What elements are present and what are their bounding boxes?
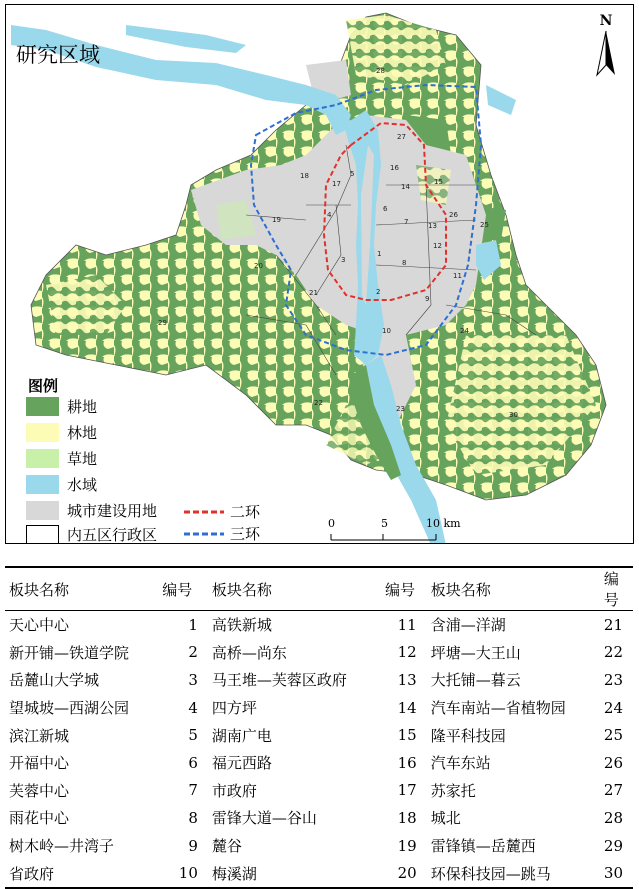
legend-item-cropland bbox=[26, 395, 97, 417]
district-number-cell: 3 bbox=[188, 670, 198, 689]
district-name-cell: 高桥—尚东 bbox=[211, 643, 287, 662]
district-name-cell: 汽车南站—省植物园 bbox=[430, 699, 566, 718]
legend-label: 内五区行政区 bbox=[67, 525, 158, 544]
legend-item-district bbox=[26, 523, 157, 544]
district-name-cell: 雷锋镇—岳麓西 bbox=[430, 837, 536, 856]
table-header: 板块名称 bbox=[427, 567, 600, 611]
district-number-cell: 16 bbox=[397, 753, 417, 772]
legend-swatch bbox=[26, 475, 59, 494]
district-number-cell: 14 bbox=[397, 698, 417, 717]
scale-tick-label: 10 km bbox=[426, 517, 461, 530]
legend-swatch bbox=[26, 397, 59, 416]
district-label: 30 bbox=[509, 411, 518, 419]
table-header: 编号 bbox=[158, 567, 208, 611]
scale-tick-label: 0 bbox=[328, 517, 335, 530]
district-name-cell: 马王堆—芙蓉区政府 bbox=[211, 671, 347, 690]
legend-label: 林地 bbox=[67, 423, 98, 442]
legend-label: 水域 bbox=[67, 475, 98, 494]
table-row bbox=[5, 777, 633, 805]
legend-item-water bbox=[26, 473, 97, 495]
district-number-cell: 26 bbox=[603, 753, 623, 772]
district-number-cell: 20 bbox=[397, 864, 417, 883]
district-name-cell: 麓谷 bbox=[211, 837, 242, 856]
district-number-cell: 4 bbox=[188, 698, 198, 717]
table-header: 编号 bbox=[381, 567, 427, 611]
legend-second-ring bbox=[184, 501, 260, 522]
scale-bar-line bbox=[326, 530, 466, 544]
district-label: 21 bbox=[309, 289, 318, 297]
district-name-cell: 滨江新城 bbox=[9, 726, 70, 745]
district-number-cell: 29 bbox=[603, 836, 623, 855]
district-number-cell: 6 bbox=[188, 753, 198, 772]
district-label: 10 bbox=[382, 327, 391, 335]
north-arrow-icon bbox=[591, 29, 621, 79]
table-row bbox=[5, 666, 633, 694]
district-label: 25 bbox=[480, 221, 489, 229]
legend-label: 草地 bbox=[67, 449, 98, 468]
district-label: 3 bbox=[341, 256, 346, 264]
legend-swatch bbox=[26, 449, 59, 468]
district-number-cell: 28 bbox=[603, 808, 623, 827]
map-canvas bbox=[6, 5, 634, 544]
district-label: 16 bbox=[390, 164, 399, 172]
district-number-cell: 15 bbox=[397, 726, 417, 745]
district-number-cell: 13 bbox=[397, 670, 417, 689]
table-row bbox=[5, 749, 633, 777]
district-name-cell: 坪塘—大王山 bbox=[430, 643, 521, 662]
district-label: 5 bbox=[350, 170, 355, 178]
district-label: 6 bbox=[383, 205, 388, 213]
legend-third-ring bbox=[184, 523, 260, 544]
district-number-cell: 2 bbox=[188, 643, 198, 662]
district-number-cell: 22 bbox=[603, 643, 623, 662]
district-name-cell: 望城坡—西湖公园 bbox=[9, 699, 130, 718]
legend-label: 二环 bbox=[230, 503, 261, 521]
district-label: 26 bbox=[449, 211, 458, 219]
district-name-cell: 高铁新城 bbox=[211, 616, 272, 635]
scale-tick-label: 5 bbox=[381, 517, 388, 530]
district-label: 13 bbox=[428, 222, 437, 230]
district-label: 2 bbox=[376, 288, 381, 296]
district-label: 22 bbox=[314, 399, 323, 407]
scale-bar bbox=[326, 517, 466, 544]
district-number-cell: 5 bbox=[188, 726, 198, 745]
district-name-cell: 开福中心 bbox=[9, 754, 70, 773]
legend-swatch bbox=[26, 525, 59, 544]
legend-label: 三环 bbox=[230, 525, 261, 543]
district-label: 15 bbox=[434, 178, 443, 186]
district-label: 27 bbox=[397, 133, 406, 141]
district-name-cell: 梅溪湖 bbox=[211, 864, 257, 883]
legend-label: 城市建设用地 bbox=[67, 501, 158, 520]
district-number-cell: 21 bbox=[603, 615, 623, 634]
district-number-cell: 9 bbox=[188, 836, 198, 855]
district-number-cell: 17 bbox=[397, 781, 417, 800]
district-number-cell: 25 bbox=[603, 726, 623, 745]
table-row bbox=[5, 721, 633, 749]
table-header: 板块名称 bbox=[5, 567, 158, 611]
district-label: 24 bbox=[460, 327, 469, 335]
district-name-cell: 省政府 bbox=[9, 864, 55, 883]
district-number-cell: 10 bbox=[178, 864, 198, 883]
district-name-cell: 福元西路 bbox=[211, 754, 272, 773]
district-name-cell: 隆平科技园 bbox=[430, 726, 506, 745]
district-label: 8 bbox=[402, 259, 407, 267]
district-name-cell: 苏家托 bbox=[430, 781, 476, 800]
district-label: 29 bbox=[158, 319, 167, 327]
district-label: 9 bbox=[425, 295, 430, 303]
district-number-cell: 1 bbox=[188, 615, 198, 634]
north-label: N bbox=[599, 13, 613, 29]
district-name-cell: 雨花中心 bbox=[9, 809, 70, 828]
north-arrow bbox=[591, 13, 621, 83]
district-label: 19 bbox=[272, 216, 281, 224]
district-name-cell: 树木岭—井湾子 bbox=[9, 837, 115, 856]
district-number-cell: 30 bbox=[603, 864, 623, 883]
district-number-cell: 27 bbox=[603, 781, 623, 800]
district-label: 1 bbox=[377, 250, 382, 258]
district-number-cell: 11 bbox=[397, 615, 417, 634]
table-row bbox=[5, 694, 633, 722]
district-number-cell: 24 bbox=[603, 698, 623, 717]
district-name-cell: 大托铺—暮云 bbox=[430, 671, 521, 690]
legend-title: 图例 bbox=[28, 377, 59, 395]
district-name-cell: 城北 bbox=[430, 809, 461, 828]
table-row bbox=[5, 832, 633, 860]
table-header: 编号 bbox=[600, 567, 633, 611]
district-label: 12 bbox=[433, 242, 442, 250]
district-number-cell: 19 bbox=[397, 836, 417, 855]
table-row bbox=[5, 859, 633, 888]
table-header: 板块名称 bbox=[208, 567, 381, 611]
district-number-cell: 7 bbox=[188, 781, 198, 800]
district-label: 23 bbox=[396, 405, 405, 413]
district-name-cell: 环保科技园—跳马 bbox=[430, 864, 551, 883]
district-label: 17 bbox=[332, 180, 341, 188]
table-header-row bbox=[5, 567, 633, 611]
dashed-line-icon bbox=[184, 531, 224, 537]
district-label: 18 bbox=[300, 172, 309, 180]
district-label: 20 bbox=[254, 262, 263, 270]
legend-swatch bbox=[26, 423, 59, 442]
district-name-cell: 汽车东站 bbox=[430, 754, 491, 773]
district-name-cell: 市政府 bbox=[211, 781, 257, 800]
district-number-cell: 8 bbox=[188, 808, 198, 827]
table-row bbox=[5, 639, 633, 667]
district-name-cell: 湖南广电 bbox=[211, 726, 272, 745]
district-label: 7 bbox=[404, 218, 409, 226]
legend-item-grassland bbox=[26, 447, 97, 469]
legend-label: 耕地 bbox=[67, 397, 98, 416]
district-table bbox=[5, 566, 633, 889]
district-number-cell: 18 bbox=[397, 808, 417, 827]
district-label: 28 bbox=[376, 67, 385, 75]
legend-item-urban bbox=[26, 499, 157, 521]
district-name-cell: 四方坪 bbox=[211, 699, 257, 718]
map-title: 研究区域 bbox=[16, 43, 100, 67]
table-row bbox=[5, 611, 633, 639]
district-number-cell: 12 bbox=[397, 643, 417, 662]
district-label: 4 bbox=[327, 211, 332, 219]
district-name-cell: 新开铺—铁道学院 bbox=[9, 643, 130, 662]
district-name-cell: 天心中心 bbox=[9, 616, 70, 635]
study-area-map bbox=[5, 4, 634, 544]
district-name-cell: 岳麓山大学城 bbox=[9, 671, 100, 690]
legend-swatch bbox=[26, 501, 59, 520]
district-name-cell: 含浦—洋湖 bbox=[430, 616, 506, 635]
table-row bbox=[5, 804, 633, 832]
district-name-cell: 雷锋大道—谷山 bbox=[211, 809, 317, 828]
district-label: 14 bbox=[401, 183, 410, 191]
district-name-cell: 芙蓉中心 bbox=[9, 781, 70, 800]
district-label: 11 bbox=[453, 272, 462, 280]
district-number-cell: 23 bbox=[603, 670, 623, 689]
legend-item-forest bbox=[26, 421, 97, 443]
dashed-line-icon bbox=[184, 509, 224, 515]
